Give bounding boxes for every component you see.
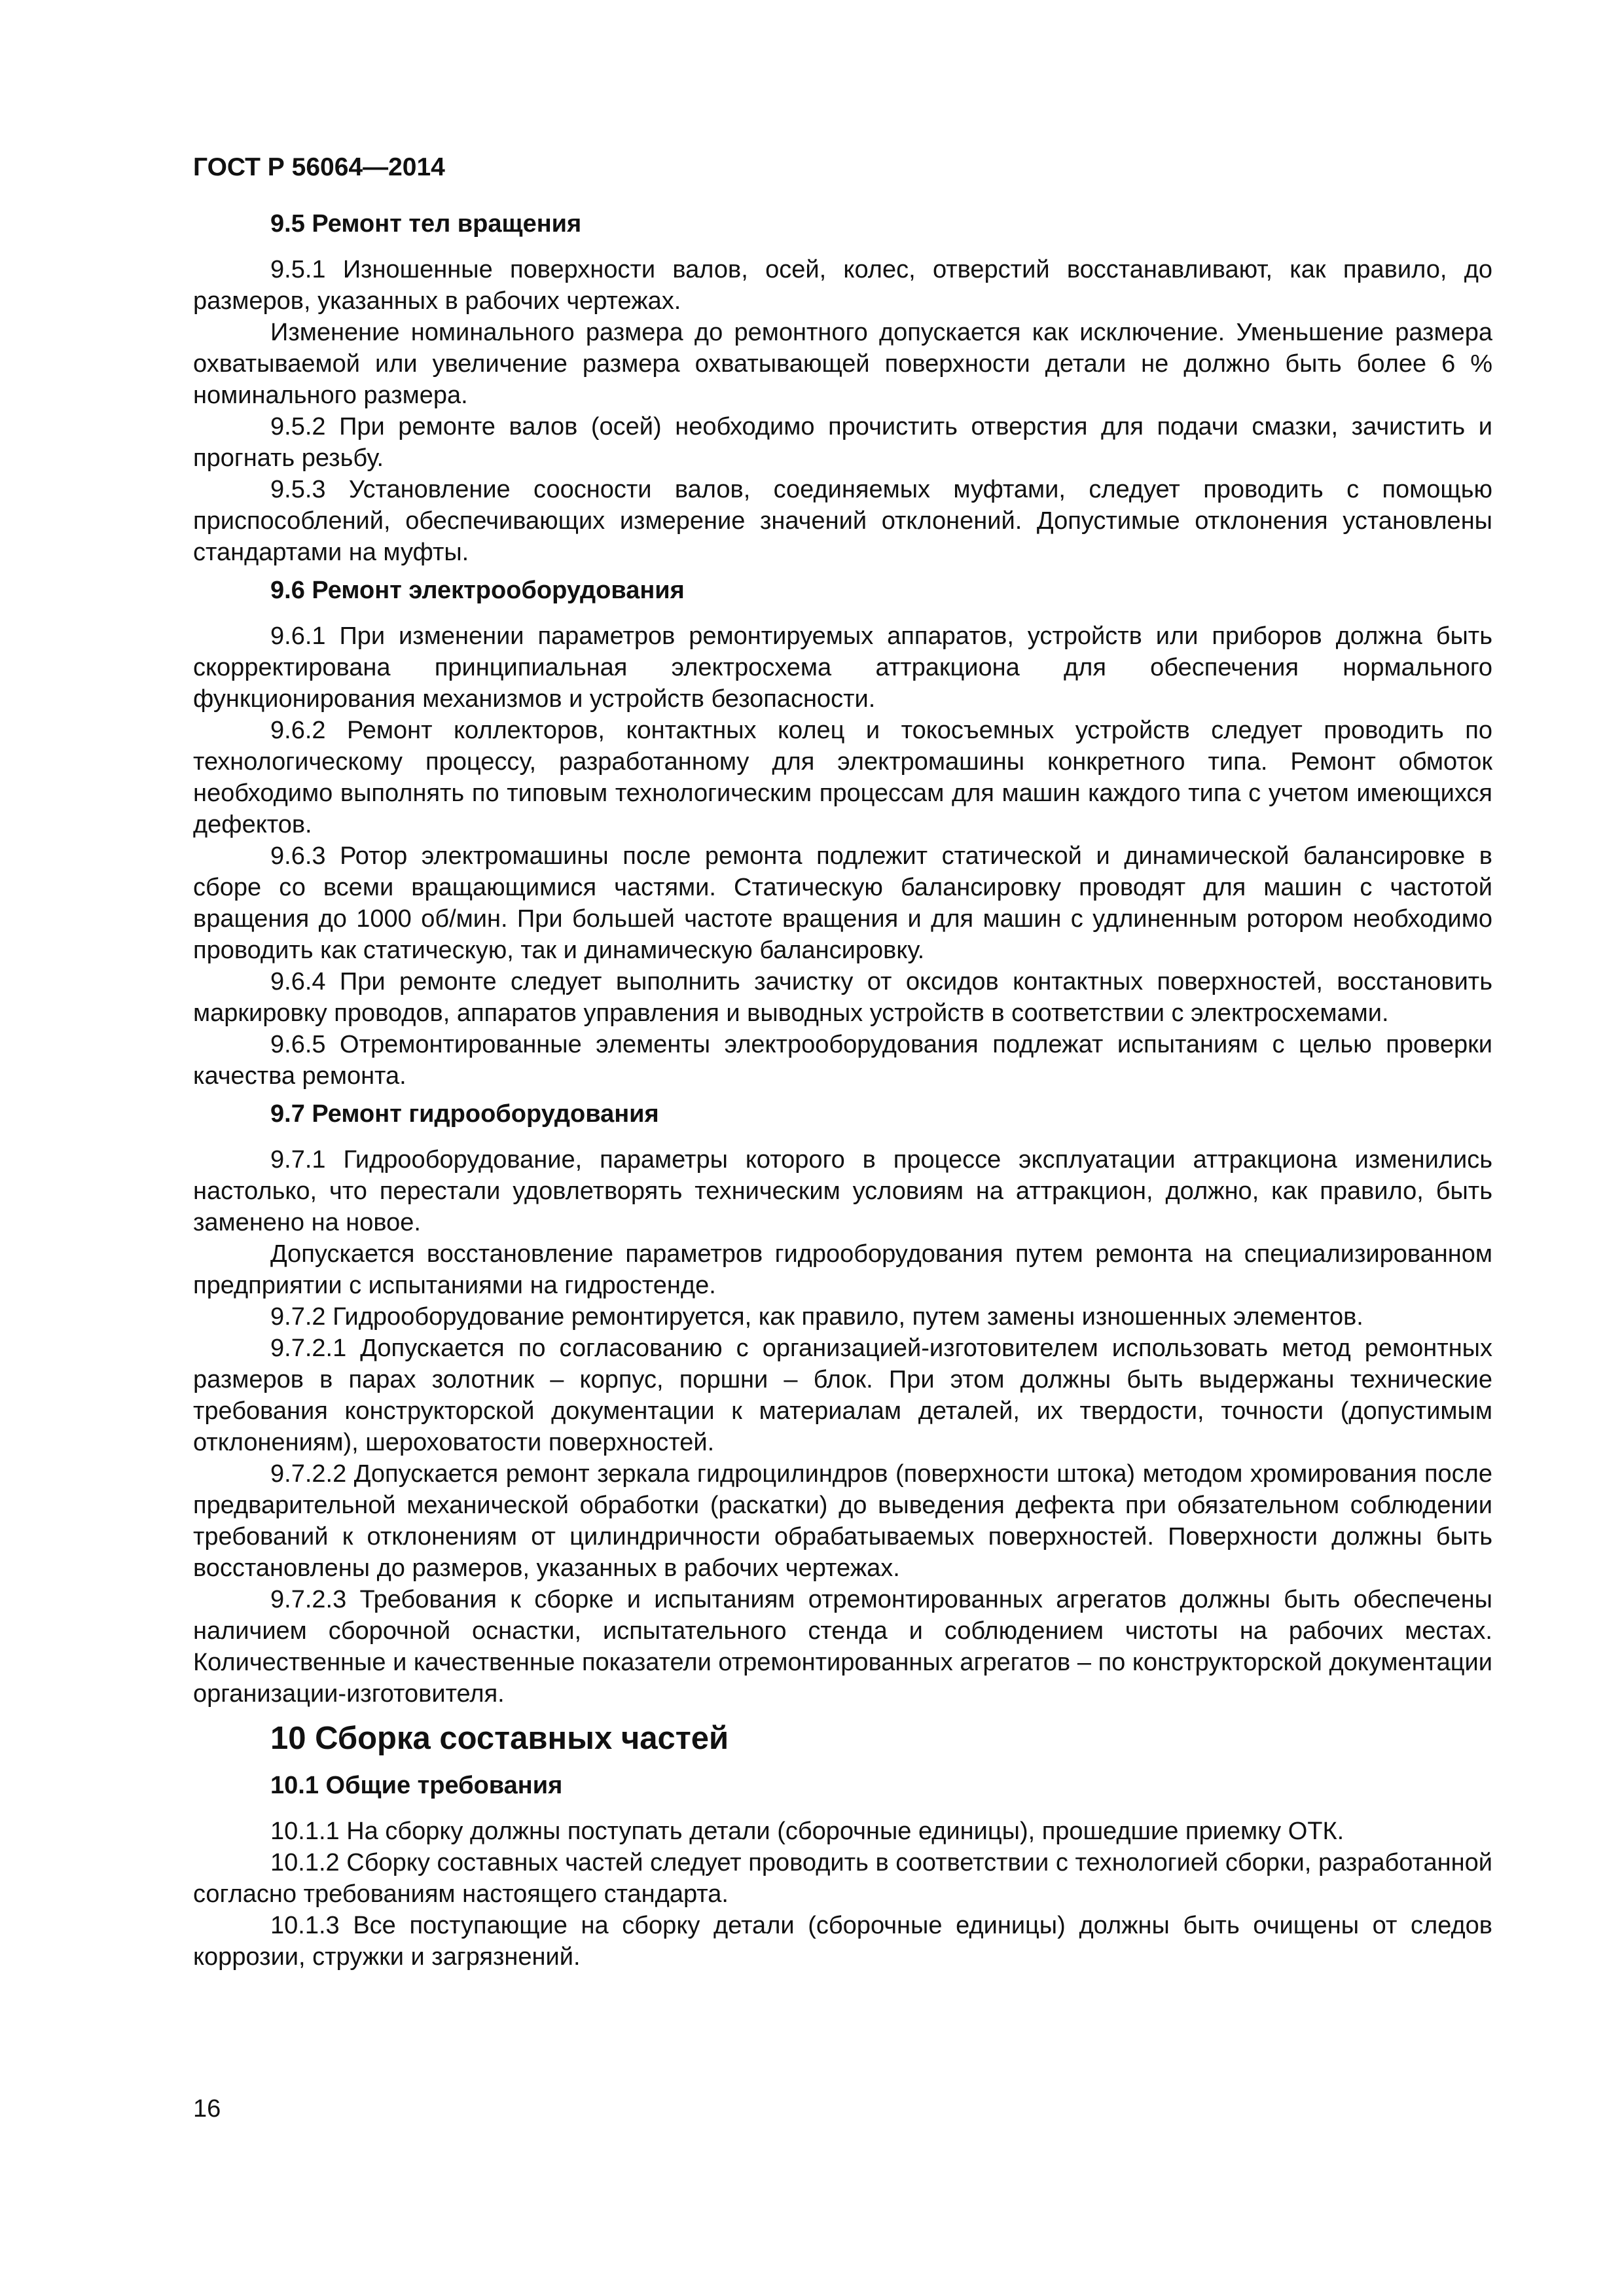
paragraph-9-6-2: 9.6.2 Ремонт коллекторов, контактных колец и токосъемных устройств следует проводить по технологическому процессу, разработанному для электромашины конкретного типа. Ремонт обмоток необходимо выполнять по типовым технологическим процессам для машин каждого типа с учетом имеющихся дефектов.	[193, 717, 1492, 838]
paragraph-10-1-1: 10.1.1 На сборку должны поступать детали (сборочные единицы), прошедшие приемку ОТК.	[270, 1818, 1344, 1845]
section-heading-9-7: 9.7 Ремонт гидрооборудования	[270, 1100, 659, 1128]
paragraph-10-1-3: 10.1.3 Все поступающие на сборку детали (сборочные единицы) должны быть очищены от следов коррозии, стружки и загрязнений.	[193, 1912, 1492, 1971]
paragraph-9-5-1-cont: Изменение номинального размера до ремонтного допускается как исключение. Уменьшение размера охватываемой или увеличение размера охватывающей поверхности детали не должно быть более 6 % номинального размера.	[193, 319, 1492, 409]
section-heading-9-5: 9.5 Ремонт тел вращения	[270, 210, 582, 238]
section-heading-9-6: 9.6 Ремонт электрооборудования	[270, 577, 685, 604]
paragraph-9-5-3: 9.5.3 Установление соосности валов, соединяемых муфтами, следует проводить с помощью приспособлений, обеспечивающих измерение значений отклонений. Допустимые отклонения установлены стандартами на муфты.	[193, 476, 1492, 566]
paragraph-9-6-5: 9.6.5 Отремонтированные элементы электрооборудования подлежат испытаниям с целью проверки качества ремонта.	[193, 1031, 1492, 1090]
paragraph-9-5-1: 9.5.1 Изношенные поверхности валов, осей, колес, отверстий восстанавливают, как правило, до размеров, указанных в рабочих чертежах.	[193, 256, 1492, 315]
chapter-heading-10: 10 Сборка составных частей	[270, 1721, 729, 1756]
paragraph-10-1-2: 10.1.2 Сборку составных частей следует проводить в соответствии с технологией сборки, разработанной согласно требованиям настоящего стандарта.	[193, 1849, 1492, 1908]
paragraph-9-6-3: 9.6.3 Ротор электромашины после ремонта подлежит статической и динамической балансировке в сборе со всеми вращающимися частями. Статическую балансировку проводят для машин с частотой вращения до 1000 об/мин. При большей частоте вращения и для машин с удлиненным ротором необходимо проводить как статическую, так и динамическую балансировку.	[193, 842, 1492, 964]
document-code: ГОСТ Р 56064—2014	[193, 153, 445, 181]
paragraph-9-7-2-1: 9.7.2.1 Допускается по согласованию с организацией-изготовителем использовать метод ремонтных размеров в парах золотник – корпус, поршни – блок. При этом должны быть выдержаны технические требования конструкторской документации к материалам деталей, их твердости, точности (допустимым отклонениям), шероховатости поверхностей.	[193, 1335, 1492, 1456]
section-heading-10-1: 10.1 Общие требования	[270, 1772, 563, 1799]
paragraph-9-6-4: 9.6.4 При ремонте следует выполнить зачистку от оксидов контактных поверхностей, восстановить маркировку проводов, аппаратов управления и выводных устройств в соответствии с электросхемами.	[193, 968, 1492, 1027]
paragraph-9-7-2: 9.7.2 Гидрооборудование ремонтируется, как правило, путем замены изношенных элементов.	[270, 1303, 1363, 1331]
paragraph-9-7-1: 9.7.1 Гидрооборудование, параметры которого в процессе эксплуатации аттракциона изменились настолько, что перестали удовлетворять техническим условиям на аттракцион, должно, как правило, быть заменено на новое.	[193, 1146, 1492, 1236]
paragraph-9-7-1-cont: Допускается восстановление параметров гидрооборудования путем ремонта на специализированном предприятии с испытаниями на гидростенде.	[193, 1240, 1492, 1299]
document-body	[193, 208, 1492, 1973]
paragraph-9-7-2-3: 9.7.2.3 Требования к сборке и испытаниям отремонтированных агрегатов должны быть обеспечены наличием сборочной оснастки, испытательного стенда и соблюдением чистоты на рабочих местах. Количественные и качественные показатели отремонтированных агрегатов – по конструкторской документации организации-изготовителя.	[193, 1586, 1492, 1708]
paragraph-9-5-2: 9.5.2 При ремонте валов (осей) необходимо прочистить отверстия для подачи смазки, зачистить и прогнать резьбу.	[193, 413, 1492, 472]
paragraph-9-7-2-2: 9.7.2.2 Допускается ремонт зеркала гидроцилиндров (поверхности штока) методом хромирования после предварительной механической обработки (раскатки) до выведения дефекта при обязательном соблюдении требований к отклонениям от цилиндричности обрабатываемых поверхностей. Поверхности должны быть восстановлены до размеров, указанных в рабочих чертежах.	[193, 1460, 1492, 1582]
paragraph-9-6-1: 9.6.1 При изменении параметров ремонтируемых аппаратов, устройств или приборов должна быть скорректирована принципиальная электросхема аттракциона для обеспечения нормального функционирования механизмов и устройств безопасности.	[193, 622, 1492, 713]
page-number: 16	[193, 2095, 221, 2123]
